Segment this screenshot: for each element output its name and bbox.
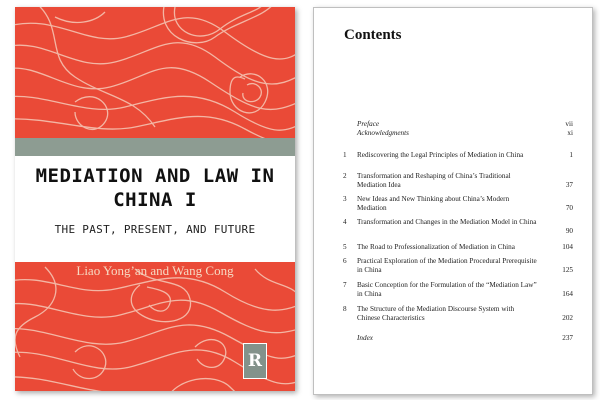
toc-entry-page: 70 (565, 204, 573, 212)
contents-heading: Contents (344, 27, 402, 43)
cover-grey-band (15, 138, 295, 156)
toc-entry-title: Rediscovering the Legal Principles of Mediation in China (357, 151, 524, 159)
toc-chapter-number: 3 (343, 195, 347, 203)
toc-entry-title: Acknowledgments (357, 129, 409, 137)
book-cover (15, 7, 295, 391)
cover-title-band (15, 156, 295, 262)
toc-entry-title: Practical Exploration of the Mediation Procedural Prerequisite in China (357, 257, 537, 274)
book-subtitle: THE PAST, PRESENT, AND FUTURE (54, 223, 256, 236)
publisher-logo-letter: R (247, 351, 263, 371)
book-authors: Liao Yong’an and Wang Cong (76, 263, 234, 278)
toc-entry-page: 202 (562, 314, 573, 322)
toc-entry-page: 164 (562, 290, 573, 298)
toc-entry-page: 90 (565, 227, 573, 235)
toc-chapter-number: 5 (343, 243, 347, 251)
toc-chapter-number: 4 (343, 218, 347, 226)
toc-entry-page: 104 (562, 243, 573, 251)
toc-entry-title: New Ideas and New Thinking about China’s Modern Mediation (357, 195, 510, 212)
toc-entry-title: Basic Conception for the Formulation of the “Mediation Law” in China (357, 281, 537, 298)
toc-entry-title: The Road to Professionalization of Mediation in China (357, 243, 515, 251)
toc-entry-page: 125 (562, 266, 573, 274)
toc-entry-page: 37 (565, 181, 573, 189)
toc-entry-page: vii (565, 120, 573, 128)
toc-entry-title: Preface (357, 120, 380, 128)
publisher-logo (243, 343, 267, 379)
toc-chapter-number: 8 (343, 305, 347, 313)
toc-entry-title: Transformation and Changes in the Mediation Model in China (357, 218, 537, 226)
toc-entry-title: The Structure of the Mediation Discourse System with Chinese Characteristics (357, 305, 515, 322)
toc-entry-page: 237 (562, 334, 573, 342)
book-title: MEDIATION AND LAW IN CHINA I (35, 165, 275, 211)
toc-entry-title: Transformation and Reshaping of China’s Traditional Mediation Idea (357, 172, 511, 189)
toc-entry-page: xi (567, 129, 573, 137)
toc-chapter-number: 2 (343, 172, 347, 180)
toc-entry-title: Index (357, 334, 373, 342)
toc-entry-page: 1 (569, 151, 573, 159)
toc-chapter-number: 6 (343, 257, 347, 265)
toc-chapter-number: 7 (343, 281, 347, 289)
toc-chapter-number: 1 (343, 151, 347, 159)
contents-page (313, 7, 593, 395)
